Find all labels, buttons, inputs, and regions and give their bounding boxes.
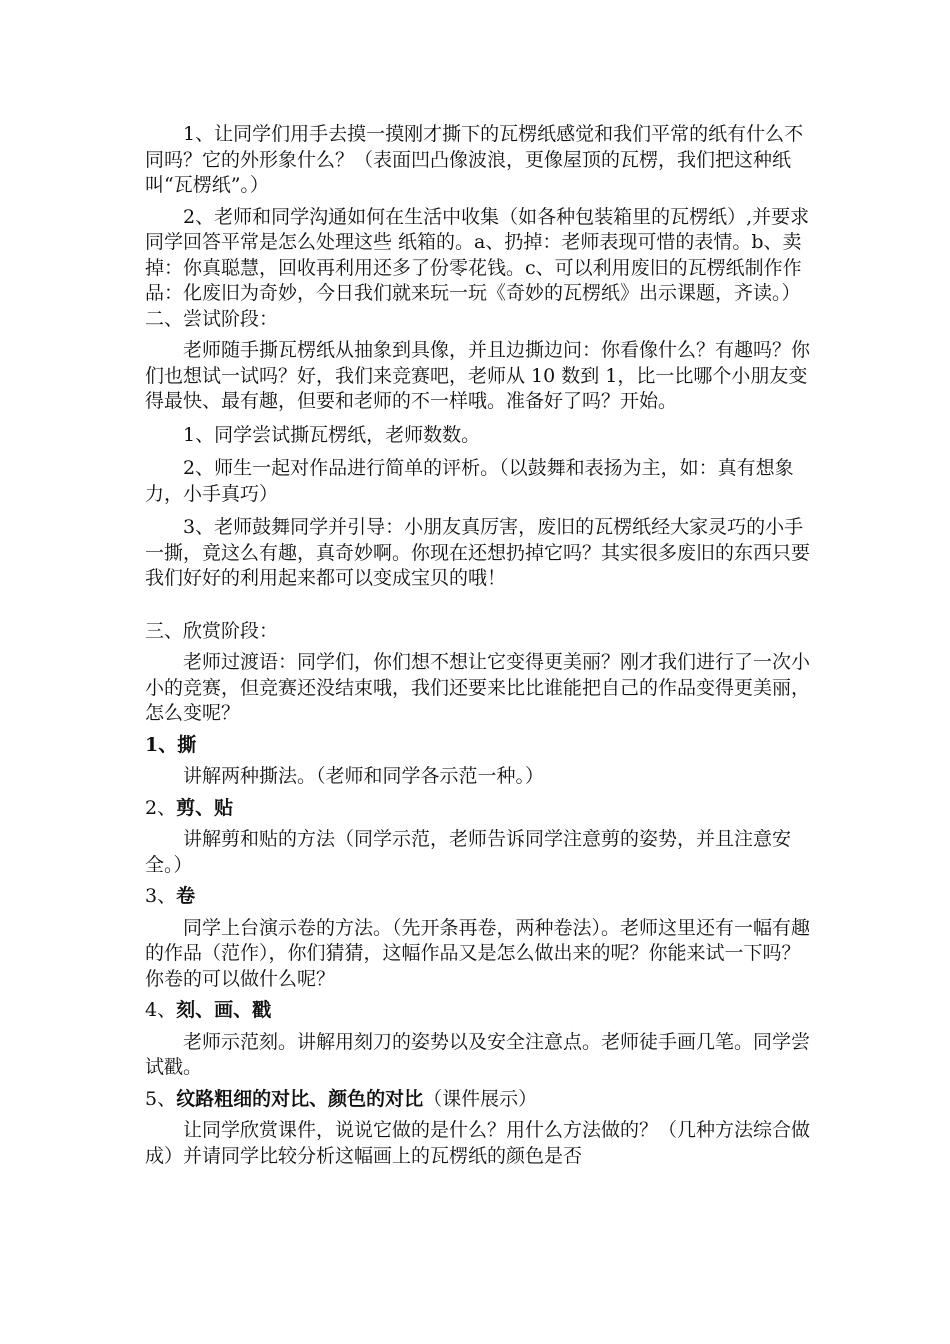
paragraph-touch-paper: 1、让同学们用手去摸一摸刚才撕下的瓦楞纸感觉和我们平常的纸有什么不同吗？它的外形象什么？（表面凹凸像波浪，更像屋顶的瓦楞，我们把这种纸叫“瓦楞纸”。） xyxy=(145,123,804,196)
subheading-contrast xyxy=(145,1087,817,1113)
subheading-contrast-note: （课件展示） xyxy=(423,1087,538,1110)
paragraph-step-2: 2、师生一起对作品进行简单的评析。（以鼓舞和表扬为主，如：真有想象力，小手真巧） xyxy=(145,457,794,505)
subheading-tear xyxy=(145,733,817,759)
paragraph-transition: 老师过渡语：同学们，你们想不想让它变得更美丽？刚才我们进行了一次小小的竞赛，但竞赛还没结束哦，我们还要来比比谁能把自己的作品变得更美丽，怎么变呢？ xyxy=(145,651,811,724)
subheading-contrast-bold: 纹路粗细的对比、颜色的对比 xyxy=(176,1087,424,1110)
paragraph-step-1: 1、同学尝试撕瓦楞纸，老师数数。 xyxy=(183,423,481,446)
paragraph-roll: 同学上台演示卷的方法。（先开条再卷，两种卷法）。老师这里还有一幅有趣的作品（范作），你们猜猜，这幅作品又是怎么做出来的呢？你能来试一下吗？你卷的可以做什么呢？ xyxy=(145,916,811,990)
section-heading-appreciate: 三、欣赏阶段： xyxy=(145,619,279,642)
subheading-roll-number: 3、 xyxy=(145,885,177,907)
section-heading-try: 二、尝试阶段： xyxy=(145,307,279,330)
subheading-tear-bold: 1、撕 xyxy=(145,733,197,756)
subheading-carve-draw-poke xyxy=(145,998,817,1024)
paragraph-teacher-tears: 老师随手撕瓦楞纸从抽象到具像，并且边撕边问：你看像什么？有趣吗？你们也想试一试吗？好，我们来竞赛吧，老师从 10 数到 1，比一比哪个小朋友变得最快、最有趣，但要和老师的不一样哦。准备好了吗？开始。 xyxy=(145,339,811,412)
paragraph-cut-paste: 讲解剪和贴的方法（同学示范，老师告诉同学注意剪的姿势，并且注意安全。） xyxy=(145,828,792,876)
subheading-carve-bold: 刻、画、戳 xyxy=(176,999,272,1021)
subheading-roll xyxy=(145,884,817,910)
paragraph-courseware: 让同学欣赏课件，说说它做的是什么？用什么方法做的？（几种方法综合做成）并请同学比较分析这幅画上的瓦楞纸的颜色是否 xyxy=(145,1119,811,1167)
subheading-carve-number: 4、 xyxy=(145,999,177,1021)
subheading-contrast-number: 5、 xyxy=(145,1087,177,1110)
paragraph-carve: 老师示范刻。讲解用刻刀的姿势以及安全注意点。老师徒手画几笔。同学尝试戳。 xyxy=(145,1030,811,1078)
paragraph-step-3: 3、老师鼓舞同学并引导：小朋友真厉害，废旧的瓦楞纸经大家灵巧的小手一撕，竟这么有趣，真奇妙啊。你现在还想扔掉它吗？其实很多废旧的东西只要我们好好的利用起来都可以变成宝贝的哦！ xyxy=(145,516,811,589)
paragraph-tear-methods: 讲解两种撕法。（老师和同学各示范一种。） xyxy=(183,765,545,787)
subheading-cut-paste-number: 2、 xyxy=(145,796,177,819)
subheading-cut-paste xyxy=(145,796,817,822)
subheading-cut-paste-bold: 剪、贴 xyxy=(176,796,234,819)
subheading-roll-bold: 卷 xyxy=(176,885,196,907)
document-body xyxy=(145,122,817,1169)
paragraph-collect-boxes: 2、老师和同学沟通如何在生活中收集（如各种包装箱里的瓦楞纸）,并要求同学回答平常是怎么处理这些 纸箱的。a、扔掉：老师表现可惜的表情。b、卖掉：你真聪慧，回收再利用还多了份零花钱。c、可以利用废旧的瓦楞纸制作作品：化废旧为奇妙，今日我们就来玩一玩《奇妙的瓦楞纸》出示课题，齐读。） xyxy=(145,205,810,304)
